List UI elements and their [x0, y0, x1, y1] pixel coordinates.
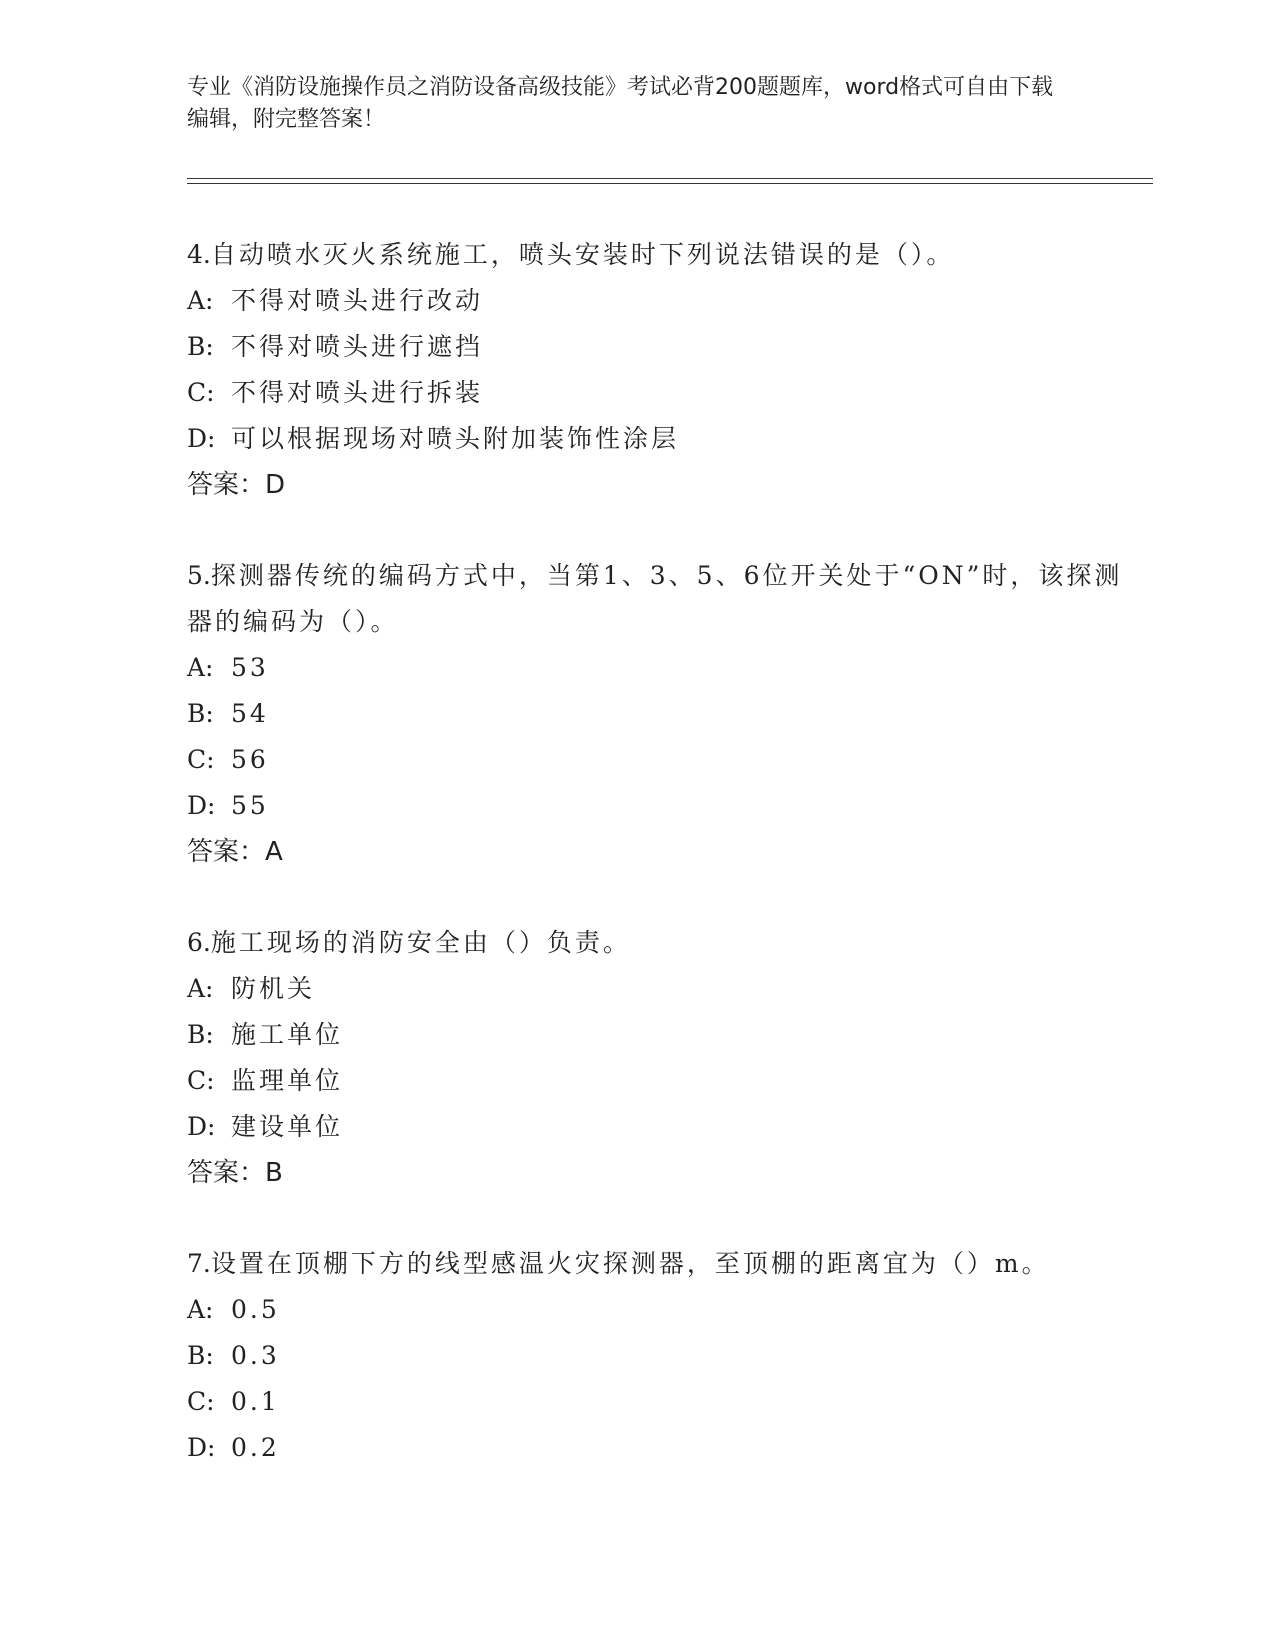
option-text: 0.5 [231, 1295, 280, 1324]
option-text: 53 [231, 653, 269, 682]
option-letter: C: [187, 378, 215, 407]
question-number: 6. [187, 928, 211, 957]
option-letter: D: [187, 1112, 216, 1141]
option-d [187, 1425, 1137, 1471]
option-text: 0.2 [231, 1433, 280, 1462]
question-stem [187, 1241, 1137, 1287]
option-text: 不得对喷头进行遮挡 [231, 332, 484, 361]
option-letter: D: [187, 1433, 216, 1462]
option-letter: A: [187, 1295, 214, 1324]
option-b [187, 324, 1137, 370]
option-letter: B: [187, 699, 214, 728]
question-list [187, 232, 1137, 1516]
option-a [187, 645, 1137, 691]
option-a [187, 1287, 1137, 1333]
option-letter: C: [187, 1387, 215, 1416]
question-text: 施工现场的消防安全由（）负责。 [210, 928, 631, 957]
question-stem [187, 232, 1137, 278]
question-text: 自动喷水灭火系统施工，喷头安装时下列说法错误的是（）。 [210, 240, 955, 269]
option-text: 防机关 [231, 974, 316, 1003]
question-6 [187, 920, 1137, 1196]
option-text: 可以根据现场对喷头附加装饰性涂层 [231, 424, 680, 453]
option-letter: A: [187, 974, 214, 1003]
option-text: 56 [231, 745, 269, 774]
option-text: 54 [231, 699, 269, 728]
question-text: 设置在顶棚下方的线型感温火灾探测器，至顶棚的距离宜为（）m。 [210, 1249, 1050, 1278]
option-letter: D: [187, 424, 216, 453]
question-stem [187, 920, 1137, 966]
option-letter: C: [187, 745, 215, 774]
option-b [187, 1012, 1137, 1058]
header-text: 专业《消防设施操作员之消防设备高级技能》考试必背200题题库，word格式可自由下载编辑，附完整答案！ [187, 75, 1054, 132]
option-letter: C: [187, 1066, 215, 1095]
document-header [187, 72, 1067, 136]
question-7 [187, 1241, 1137, 1471]
option-c [187, 370, 1137, 416]
question-number: 4. [187, 240, 211, 269]
option-d [187, 1104, 1137, 1150]
answer-line: 答案：A [187, 837, 283, 867]
option-a [187, 278, 1137, 324]
answer-line: 答案：B [187, 1158, 283, 1188]
option-a [187, 966, 1137, 1012]
option-text: 监理单位 [231, 1066, 344, 1095]
option-text: 55 [231, 791, 269, 820]
answer-line: 答案：D [187, 470, 286, 500]
question-4 [187, 232, 1137, 508]
option-text: 施工单位 [231, 1020, 344, 1049]
option-letter: B: [187, 332, 214, 361]
question-5 [187, 553, 1137, 875]
option-letter: B: [187, 1020, 214, 1049]
option-c [187, 737, 1137, 783]
question-number: 7. [187, 1249, 211, 1278]
option-b [187, 691, 1137, 737]
option-letter: D: [187, 791, 216, 820]
option-text: 0.3 [231, 1341, 280, 1370]
question-stem [187, 553, 1137, 645]
option-d [187, 416, 1137, 462]
option-text: 0.1 [231, 1387, 280, 1416]
option-text: 不得对喷头进行拆装 [231, 378, 484, 407]
header-divider [187, 178, 1153, 184]
option-letter: A: [187, 286, 214, 315]
option-b [187, 1333, 1137, 1379]
question-text: 探测器传统的编码方式中，当第1、3、5、6位开关处于“ON”时，该探测器的编码为（）。 [187, 561, 1123, 636]
option-letter: A: [187, 653, 214, 682]
option-c [187, 1379, 1137, 1425]
option-d [187, 783, 1137, 829]
option-text: 不得对喷头进行改动 [231, 286, 484, 315]
option-c [187, 1058, 1137, 1104]
question-number: 5. [187, 561, 211, 590]
option-letter: B: [187, 1341, 214, 1370]
option-text: 建设单位 [231, 1112, 344, 1141]
